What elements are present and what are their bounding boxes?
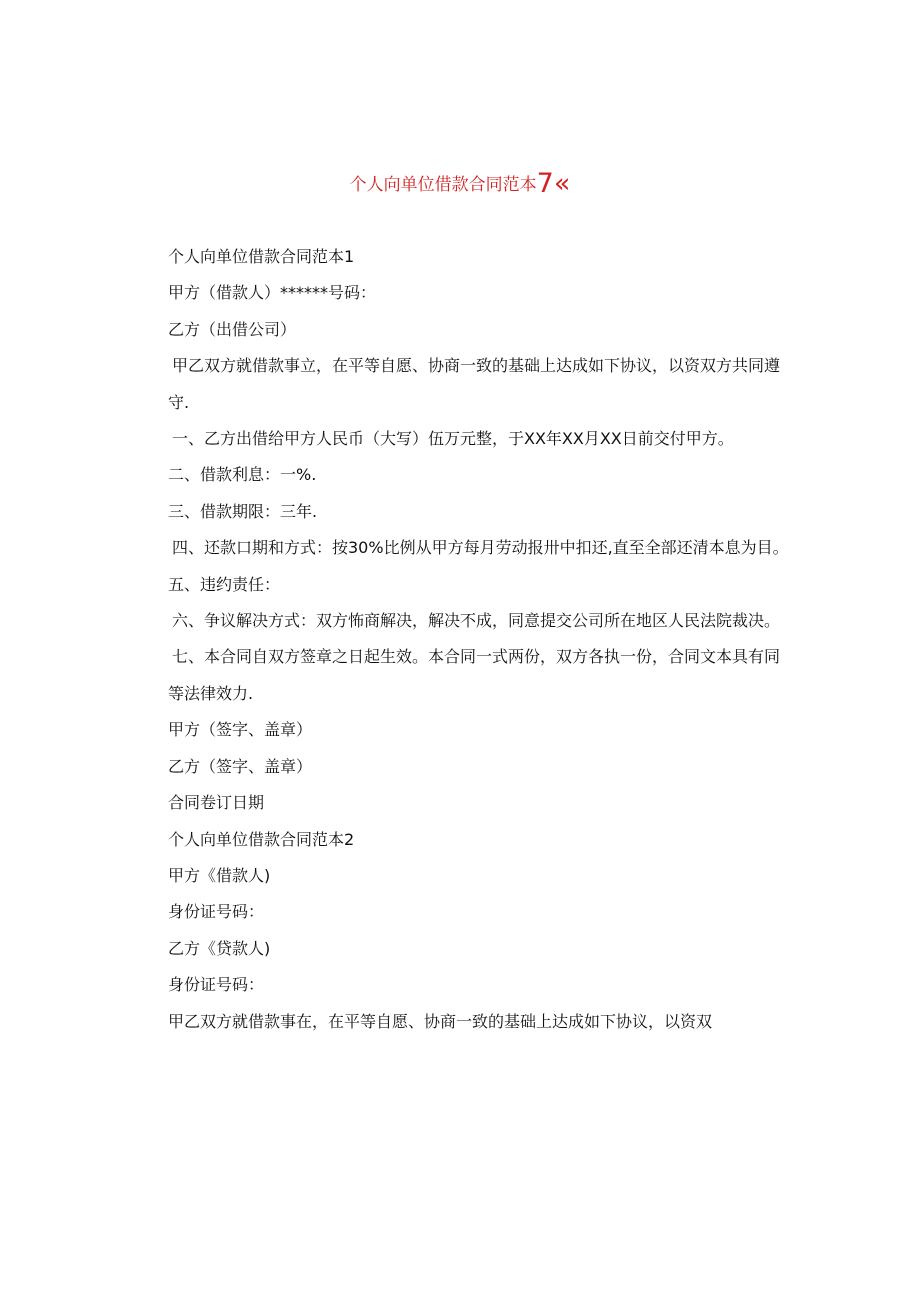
paragraph: 甲方（签字、盖章） [168,720,313,740]
paragraph: 一、乙方出借给甲方人民币（大写）伍万元整，于XX年XX月XX日前交付甲方。 [172,429,734,449]
paragraph: 乙方（签字、盖章） [168,756,313,776]
title-text: 个人向单位借款合同范本 [349,175,537,195]
paragraph: 二、借款利息：一%. [168,465,317,485]
paragraph: 个人向单位借款合同范本1 [168,247,355,266]
document-body [168,239,792,1040]
paragraph: 身份证号码： [168,975,265,995]
document-title [0,164,920,205]
paragraph: 七、本合同自双方签章之日起生效。本合同一式两份，双方各执一份，合同文本具有同等法律效力. [168,647,781,703]
paragraph: 甲方（借款人）******号码： [168,283,377,303]
paragraph: 个人向单位借款合同范本2 [168,829,355,849]
paragraph: 甲方《借款人) [168,865,271,885]
paragraph: 乙方《贷款人) [168,938,271,958]
paragraph: 乙方（出借公司） [168,319,297,339]
paragraph: 三、借款期限：三年. [168,501,318,521]
paragraph: 甲乙双方就借款事立，在平等自愿、协商一致的基础上达成如下协议，以资双方共同遵守. [168,356,781,412]
paragraph: 四、还款口期和方式：按30%比例从甲方每月劳动报卅中扣还,直至全部还清本息为目。 [172,538,789,558]
paragraph: 六、争议解决方式：双方怖商解决，解决不成，同意提交公司所在地区人民法院裁决。 [172,611,781,631]
paragraph: 五、违约责任： [168,574,281,594]
title-tail: 7« [536,168,571,199]
paragraph: 甲乙双方就借款事在，在平等自愿、协商一致的基础上达成如下协议，以资双 [168,1011,713,1031]
paragraph: 合同卷订日期 [168,793,265,813]
paragraph: 身份证号码： [168,902,265,922]
